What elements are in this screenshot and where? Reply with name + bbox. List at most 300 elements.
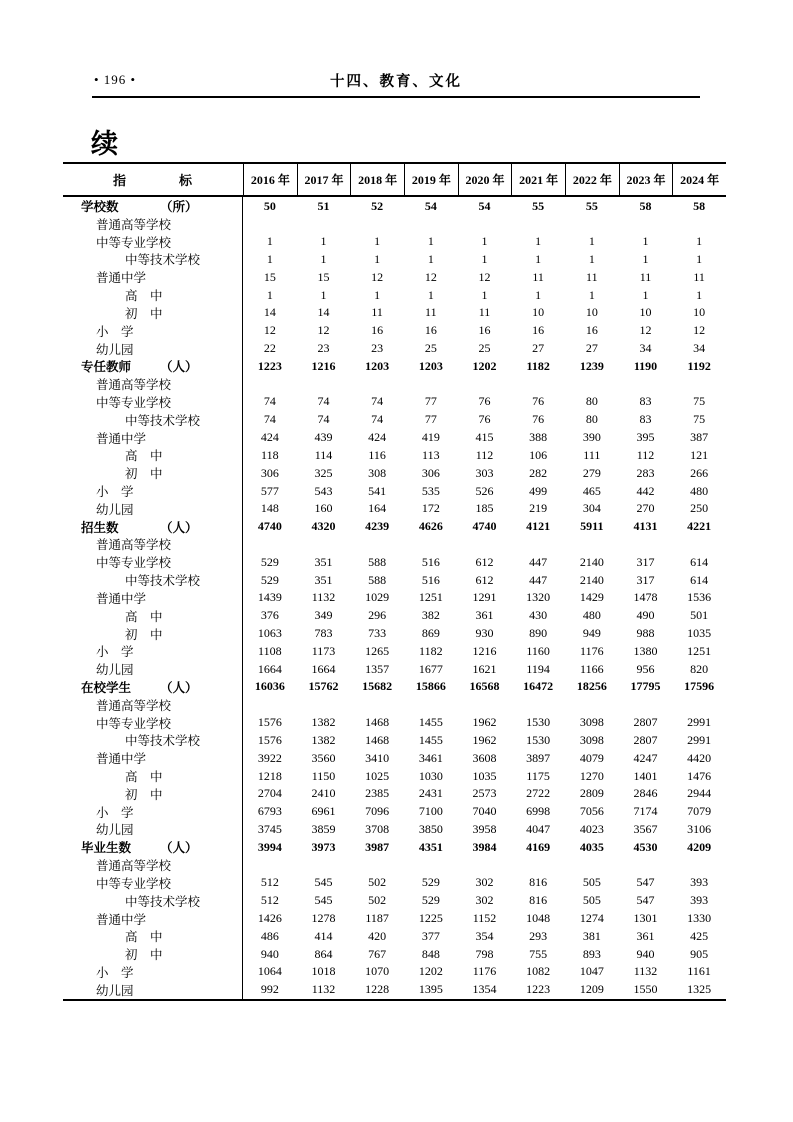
section-title-cell [63, 838, 243, 856]
value-cell: 395 [636, 430, 655, 445]
table-body [63, 197, 726, 999]
value-cell: 185 [475, 501, 494, 516]
value-cell: 1251 [687, 643, 712, 658]
value-cell: 1216 [472, 643, 497, 658]
row-label-cell: 初 中 [63, 625, 243, 643]
row-label-cell: 普通中学 [63, 749, 243, 767]
data-row [63, 500, 726, 518]
value-cell: 1030 [418, 768, 443, 783]
year-header-cell: 2016 年 [243, 164, 297, 195]
value-cell: 113 [422, 447, 440, 462]
value-cell: 1576 [257, 715, 282, 730]
data-row [63, 535, 726, 553]
value-cell: 543 [314, 483, 333, 498]
value-cell: 1152 [472, 911, 497, 925]
value-cell: 420 [368, 928, 387, 943]
value-cell: 1 [481, 234, 488, 249]
value-cell: 7079 [687, 804, 712, 819]
section-title-cell [63, 357, 243, 375]
value-cell: 4035 [579, 839, 604, 854]
value-cell: 1962 [472, 732, 497, 747]
value-cell: 1478 [633, 590, 658, 605]
value-cell: 306 [421, 465, 440, 480]
value-cell: 1029 [365, 590, 390, 605]
value-cell: 502 [368, 875, 387, 890]
value-cell: 116 [368, 447, 386, 462]
value-cell: 499 [529, 483, 548, 498]
page-header [92, 70, 700, 98]
value-cell: 52 [371, 198, 384, 213]
value-cell: 10 [585, 305, 598, 320]
value-cell: 1 [588, 251, 595, 266]
value-cell: 3567 [633, 821, 658, 836]
value-cell: 118 [261, 447, 279, 462]
value-cell: 16 [371, 323, 384, 338]
row-label-cell: 中等专业学校 [63, 553, 243, 571]
value-cell: 1664 [257, 661, 282, 676]
data-row [63, 268, 726, 286]
data-row [63, 625, 726, 643]
value-cell: 1150 [311, 768, 336, 783]
value-cell: 949 [582, 626, 601, 640]
value-cell: 377 [421, 928, 440, 943]
value-cell: 15762 [308, 679, 339, 694]
value-cell: 1048 [526, 911, 551, 925]
value-cell: 16 [532, 323, 545, 338]
value-cell: 516 [421, 572, 440, 587]
row-label-cell: 高 中 [63, 446, 243, 464]
value-cell: 1194 [526, 661, 550, 676]
value-cell: 820 [690, 661, 709, 676]
value-cell: 988 [636, 626, 655, 640]
data-row [63, 215, 726, 233]
row-label-cell: 初 中 [63, 945, 243, 963]
value-cell: 15 [263, 269, 276, 284]
data-row [63, 304, 726, 322]
value-cell: 430 [529, 608, 548, 623]
value-cell: 1621 [472, 661, 497, 676]
value-cell: 1330 [687, 911, 712, 925]
row-label-cell: 中等技术学校 [63, 892, 243, 910]
value-cell: 23 [371, 341, 384, 355]
value-cell: 3745 [257, 821, 282, 836]
value-cell: 1190 [633, 358, 658, 373]
value-cell: 1 [374, 287, 381, 302]
value-cell: 480 [582, 608, 601, 623]
data-row [63, 429, 726, 447]
value-cell: 1202 [418, 964, 443, 979]
value-cell: 992 [260, 982, 279, 997]
value-cell: 424 [260, 430, 279, 445]
value-cell: 11 [639, 269, 652, 284]
row-label-cell: 普通高等学校 [63, 375, 243, 393]
data-row [63, 749, 726, 767]
value-cell: 1320 [526, 590, 551, 605]
data-row [63, 464, 726, 482]
row-label-cell: 中等技术学校 [63, 411, 243, 429]
row-label-cell: 幼儿园 [63, 340, 243, 358]
section-title: 招生数 [81, 520, 119, 535]
value-cell: 34 [693, 341, 706, 355]
value-cell: 306 [260, 465, 279, 480]
value-cell: 1218 [257, 768, 282, 783]
value-cell: 783 [314, 626, 333, 640]
row-label-cell: 普通高等学校 [63, 696, 243, 714]
value-cell: 526 [475, 483, 494, 498]
value-cell: 7100 [418, 804, 443, 819]
value-cell: 816 [529, 893, 548, 908]
value-cell: 16 [478, 323, 491, 338]
value-cell: 545 [314, 893, 333, 908]
value-cell: 4079 [579, 750, 604, 765]
value-cell: 1 [696, 234, 703, 249]
row-label-cell: 中等技术学校 [63, 571, 243, 589]
value-cell: 2704 [257, 786, 282, 801]
value-cell: 2410 [311, 786, 336, 801]
value-cell: 1401 [633, 768, 658, 783]
value-cell: 3859 [311, 821, 336, 836]
value-cell: 415 [475, 430, 494, 445]
value-cell: 11 [478, 305, 491, 320]
value-cell: 302 [475, 875, 494, 890]
value-cell: 4121 [526, 519, 551, 534]
value-cell: 4239 [365, 519, 390, 534]
value-cell: 76 [478, 412, 491, 427]
year-header-cell: 2024 年 [672, 164, 726, 195]
data-row [63, 927, 726, 945]
value-cell: 1278 [311, 911, 336, 925]
value-cell: 83 [639, 394, 652, 409]
value-cell: 11 [371, 305, 383, 320]
value-cell: 1160 [526, 643, 550, 658]
value-cell: 282 [529, 465, 548, 480]
value-cell: 3973 [311, 839, 336, 854]
value-cell: 293 [529, 928, 548, 943]
value-cell: 7040 [472, 804, 497, 819]
value-cell: 54 [424, 198, 437, 213]
data-row [63, 856, 726, 874]
value-cell: 614 [690, 572, 709, 587]
value-cell: 1 [374, 234, 381, 249]
value-cell: 361 [636, 928, 655, 943]
value-cell: 4209 [687, 839, 712, 854]
value-cell: 2140 [579, 572, 604, 587]
section-title: 毕业生数 [81, 841, 132, 856]
value-cell: 1 [588, 287, 595, 302]
value-cell: 1064 [257, 964, 282, 979]
value-cell: 465 [582, 483, 601, 498]
value-cell: 12 [693, 323, 706, 338]
value-cell: 424 [368, 430, 387, 445]
data-row [63, 607, 726, 625]
data-row [63, 963, 726, 981]
value-cell: 767 [368, 946, 387, 961]
value-cell: 12 [371, 269, 384, 284]
value-cell: 1166 [580, 661, 604, 676]
value-cell: 58 [639, 198, 652, 213]
education-statistics-table [63, 162, 726, 1001]
value-cell: 529 [421, 893, 440, 908]
section-unit: （人） [160, 841, 198, 856]
chapter-title: 十四、教育、文化 [330, 74, 462, 90]
value-cell: 1132 [311, 590, 336, 605]
value-cell: 3410 [365, 750, 390, 765]
value-cell: 2809 [579, 786, 604, 801]
value-cell: 1677 [418, 661, 443, 676]
year-header-cell: 2023 年 [619, 164, 673, 195]
value-cell: 11 [693, 269, 705, 284]
value-cell: 317 [636, 554, 655, 569]
value-cell: 4530 [633, 839, 658, 854]
value-cell: 1426 [257, 911, 282, 925]
value-cell: 18256 [576, 679, 607, 694]
data-row [63, 696, 726, 714]
row-label-cell: 普通中学 [63, 589, 243, 607]
value-cell: 1 [427, 251, 434, 266]
value-cell: 1202 [472, 358, 497, 373]
value-cell: 1530 [526, 715, 551, 730]
value-cell: 15 [317, 269, 330, 284]
value-cell: 1182 [526, 358, 550, 373]
value-cell: 381 [582, 928, 601, 943]
value-cell: 2807 [633, 732, 658, 747]
data-row [63, 820, 726, 838]
value-cell: 535 [421, 483, 440, 498]
value-cell: 160 [314, 501, 333, 516]
indicator-header-cell [63, 164, 243, 195]
data-row [63, 731, 726, 749]
value-cell: 1 [427, 287, 434, 302]
section-total-row [63, 838, 726, 856]
value-cell: 512 [260, 875, 279, 890]
value-cell: 1132 [311, 982, 336, 997]
data-row [63, 785, 726, 803]
data-row [63, 767, 726, 785]
value-cell: 148 [260, 501, 279, 516]
value-cell: 3461 [418, 750, 443, 765]
value-cell: 893 [582, 946, 601, 961]
value-cell: 325 [314, 465, 333, 480]
value-cell: 387 [690, 430, 709, 445]
data-row [63, 714, 726, 732]
value-cell: 172 [421, 501, 440, 516]
value-cell: 16 [424, 323, 437, 338]
value-cell: 755 [529, 946, 548, 961]
value-cell: 302 [475, 893, 494, 908]
value-cell: 1 [320, 287, 327, 302]
value-cell: 1 [320, 251, 327, 266]
section-total-row [63, 197, 726, 215]
value-cell: 1173 [311, 643, 336, 658]
row-label-cell: 中等专业学校 [63, 233, 243, 251]
value-cell: 7174 [633, 804, 658, 819]
year-header-cell: 2020 年 [458, 164, 512, 195]
value-cell: 351 [314, 554, 333, 569]
value-cell: 1 [320, 234, 327, 249]
row-label-cell: 普通高等学校 [63, 535, 243, 553]
value-cell: 75 [693, 412, 706, 427]
value-cell: 1 [481, 287, 488, 302]
section-total-row [63, 678, 726, 696]
data-row [63, 910, 726, 928]
data-row [63, 571, 726, 589]
value-cell: 1 [427, 234, 434, 249]
value-cell: 112 [475, 447, 494, 462]
value-cell: 3560 [311, 750, 336, 765]
value-cell: 439 [314, 430, 333, 445]
data-row [63, 482, 726, 500]
data-row [63, 553, 726, 571]
row-label-cell: 普通中学 [63, 429, 243, 447]
section-unit: （人） [160, 360, 198, 375]
value-cell: 1 [535, 234, 542, 249]
value-cell: 502 [368, 893, 387, 908]
value-cell: 76 [532, 394, 545, 409]
value-cell: 1325 [687, 982, 712, 997]
value-cell: 505 [582, 875, 601, 890]
value-cell: 250 [690, 501, 709, 516]
value-cell: 1035 [687, 626, 712, 640]
section-unit: （人） [160, 520, 198, 535]
value-cell: 1357 [365, 661, 390, 676]
value-cell: 1175 [526, 768, 550, 783]
value-cell: 303 [475, 465, 494, 480]
value-cell: 547 [636, 875, 655, 890]
value-cell: 388 [529, 430, 548, 445]
value-cell: 3984 [472, 839, 497, 854]
table-header-row [63, 164, 726, 197]
value-cell: 16036 [254, 679, 285, 694]
row-label-cell: 普通中学 [63, 910, 243, 928]
value-cell: 733 [368, 626, 387, 640]
value-cell: 614 [690, 554, 709, 569]
value-cell: 4420 [687, 750, 712, 765]
value-cell: 1216 [311, 358, 336, 373]
value-cell: 1 [696, 251, 703, 266]
value-cell: 2944 [687, 786, 712, 801]
row-label-cell: 中等技术学校 [63, 731, 243, 749]
value-cell: 1239 [579, 358, 604, 373]
value-cell: 1108 [258, 643, 282, 658]
value-cell: 2722 [526, 786, 551, 801]
data-row [63, 892, 726, 910]
value-cell: 50 [263, 198, 276, 213]
continued-label: 续 [91, 129, 118, 159]
value-cell: 74 [371, 412, 384, 427]
value-cell: 4740 [472, 519, 497, 534]
value-cell: 80 [585, 412, 598, 427]
value-cell: 1536 [687, 590, 712, 605]
value-cell: 4626 [418, 519, 443, 534]
value-cell: 2846 [633, 786, 658, 801]
value-cell: 529 [260, 572, 279, 587]
row-label-cell: 中等专业学校 [63, 393, 243, 411]
value-cell: 529 [260, 554, 279, 569]
value-cell: 1468 [365, 732, 390, 747]
page-number: • 196 • [94, 72, 137, 87]
value-cell: 940 [260, 946, 279, 961]
row-label-cell: 幼儿园 [63, 820, 243, 838]
data-row [63, 660, 726, 678]
value-cell: 442 [636, 483, 655, 498]
value-cell: 3987 [365, 839, 390, 854]
row-label-cell: 初 中 [63, 464, 243, 482]
value-cell: 58 [693, 198, 706, 213]
value-cell: 1 [642, 251, 649, 266]
section-title-cell [63, 678, 243, 696]
value-cell: 3850 [418, 821, 443, 836]
row-label-cell: 幼儿园 [63, 660, 243, 678]
value-cell: 864 [314, 946, 333, 961]
value-cell: 6793 [257, 804, 282, 819]
value-cell: 1550 [633, 982, 658, 997]
value-cell: 111 [583, 447, 601, 462]
value-cell: 34 [639, 341, 652, 355]
value-cell: 588 [368, 554, 387, 569]
value-cell: 447 [529, 554, 548, 569]
value-cell: 2991 [687, 715, 712, 730]
year-header-cell: 2019 年 [404, 164, 458, 195]
value-cell: 74 [317, 412, 330, 427]
value-cell: 382 [421, 608, 440, 623]
value-cell: 1265 [365, 643, 390, 658]
value-cell: 14 [263, 305, 276, 320]
value-cell: 1 [266, 251, 273, 266]
value-cell: 490 [636, 608, 655, 623]
value-cell: 1962 [472, 715, 497, 730]
value-cell: 516 [421, 554, 440, 569]
data-row [63, 322, 726, 340]
value-cell: 25 [478, 341, 491, 355]
value-cell: 279 [582, 465, 601, 480]
value-cell: 1070 [365, 964, 390, 979]
value-cell: 106 [529, 447, 548, 462]
value-cell: 15866 [415, 679, 446, 694]
row-label-cell: 高 中 [63, 767, 243, 785]
section-title: 专任教师 [81, 360, 132, 375]
section-total-row [63, 357, 726, 375]
value-cell: 6961 [311, 804, 336, 819]
value-cell: 23 [317, 341, 330, 355]
value-cell: 798 [475, 946, 494, 961]
value-cell: 1047 [579, 964, 604, 979]
value-cell: 11 [425, 305, 437, 320]
value-cell: 11 [586, 269, 598, 284]
value-cell: 390 [582, 430, 601, 445]
value-cell: 447 [529, 572, 548, 587]
value-cell: 1301 [633, 911, 658, 925]
value-cell: 1 [642, 287, 649, 302]
value-cell: 54 [478, 198, 491, 213]
value-cell: 501 [690, 608, 709, 623]
data-row [63, 411, 726, 429]
data-row [63, 945, 726, 963]
value-cell: 14 [317, 305, 330, 320]
value-cell: 4221 [687, 519, 712, 534]
value-cell: 77 [424, 394, 437, 409]
value-cell: 1664 [311, 661, 336, 676]
value-cell: 393 [690, 893, 709, 908]
value-cell: 7096 [365, 804, 390, 819]
value-cell: 3608 [472, 750, 497, 765]
value-cell: 890 [529, 626, 548, 640]
value-cell: 80 [585, 394, 598, 409]
value-cell: 351 [314, 572, 333, 587]
value-cell: 1063 [257, 626, 282, 640]
value-cell: 74 [263, 412, 276, 427]
value-cell: 1576 [257, 732, 282, 747]
data-row [63, 589, 726, 607]
